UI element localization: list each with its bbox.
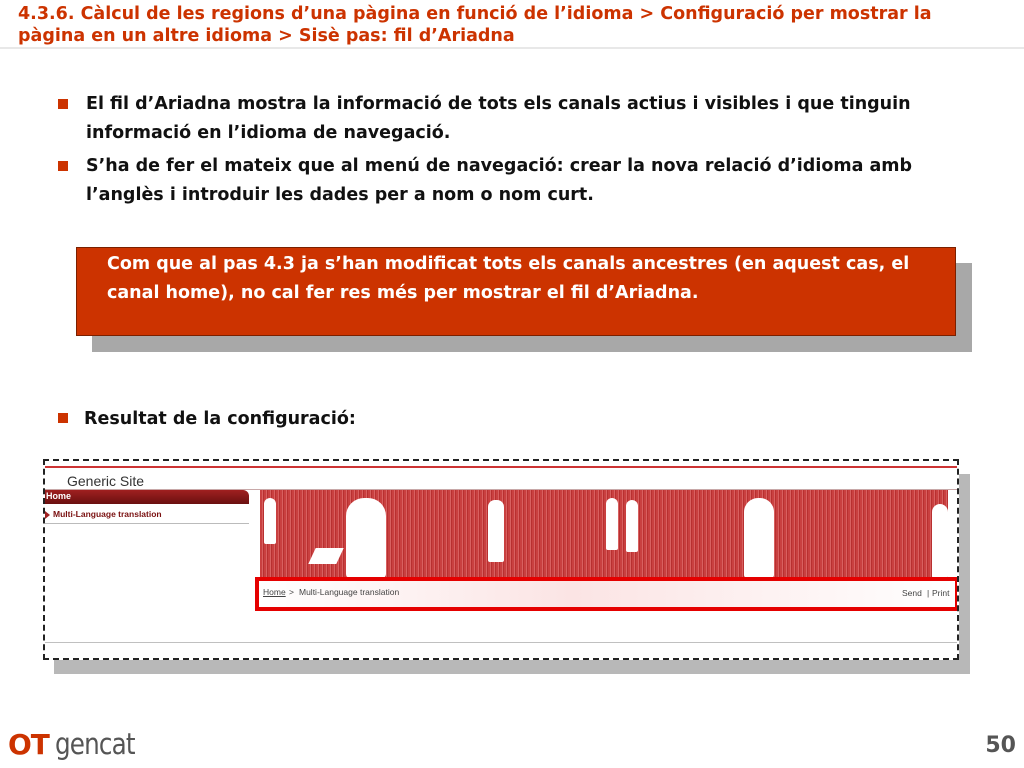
page-number: 50 — [985, 733, 1016, 758]
print-link[interactable]: Print — [932, 588, 950, 598]
logo-ot: OT — [8, 728, 49, 761]
menu-home-label: Home — [46, 491, 72, 501]
arrow-right-icon — [45, 511, 50, 519]
menu-divider — [45, 523, 249, 524]
person-silhouette — [626, 500, 638, 552]
breadcrumb-separator: > — [289, 587, 294, 597]
result-heading: Resultat de la configuració: — [84, 409, 356, 429]
action-separator: | — [927, 588, 930, 598]
person-silhouette — [264, 498, 276, 544]
header-banner-image — [260, 490, 948, 578]
menu-item-home[interactable] — [45, 490, 249, 504]
bullet-marker — [58, 413, 68, 423]
menu-item-label: Multi-Language translation — [53, 509, 162, 519]
bullet-text-2: S’ha de fer el mateix que al menú de navegació: crear la nova relació d’idioma amb l’anglès i introduir les dades per a nom o nom curt. — [86, 156, 913, 205]
site-name: Generic Site — [67, 473, 145, 489]
person-silhouette — [606, 498, 618, 550]
slide-title: 4.3.6. Càlcul de les regions d’una pàgina en funció de l’idioma > Configuració per mostrar la pàgina en un altre idioma > Sisè pas: fil d’Ariadna — [18, 4, 932, 46]
person-silhouette — [346, 498, 386, 578]
person-silhouette — [932, 504, 948, 578]
logo-gencat: gencat — [55, 727, 135, 761]
laptop-silhouette — [308, 548, 343, 564]
send-link[interactable]: Send — [902, 588, 922, 598]
footer — [0, 720, 1024, 768]
person-silhouette — [744, 498, 774, 578]
breadcrumb-current: Multi-Language translation — [299, 587, 400, 597]
callout-text: Com que al pas 4.3 ja s’han modificat tots els canals ancestres (en aquest cas, el canal home), no cal fer res més per mostrar el fil d’Ariadna. — [107, 254, 910, 303]
screenshot-frame — [43, 459, 959, 660]
title-bar — [0, 0, 1024, 47]
callout-box — [76, 247, 956, 336]
bullet-marker — [58, 161, 68, 171]
content-divider — [45, 642, 957, 643]
breadcrumb-highlight — [255, 577, 959, 611]
person-silhouette — [488, 500, 504, 562]
bullet-text-1: El fil d’Ariadna mostra la informació de tots els canals actius i visibles i que tinguin informació en l’idioma de navegació. — [86, 94, 911, 143]
menu-item-multilanguage[interactable] — [45, 508, 249, 523]
bullet-marker — [58, 99, 68, 109]
title-divider — [0, 47, 1024, 49]
site-top-line — [45, 466, 957, 468]
breadcrumb-home-link[interactable]: Home — [263, 587, 286, 597]
